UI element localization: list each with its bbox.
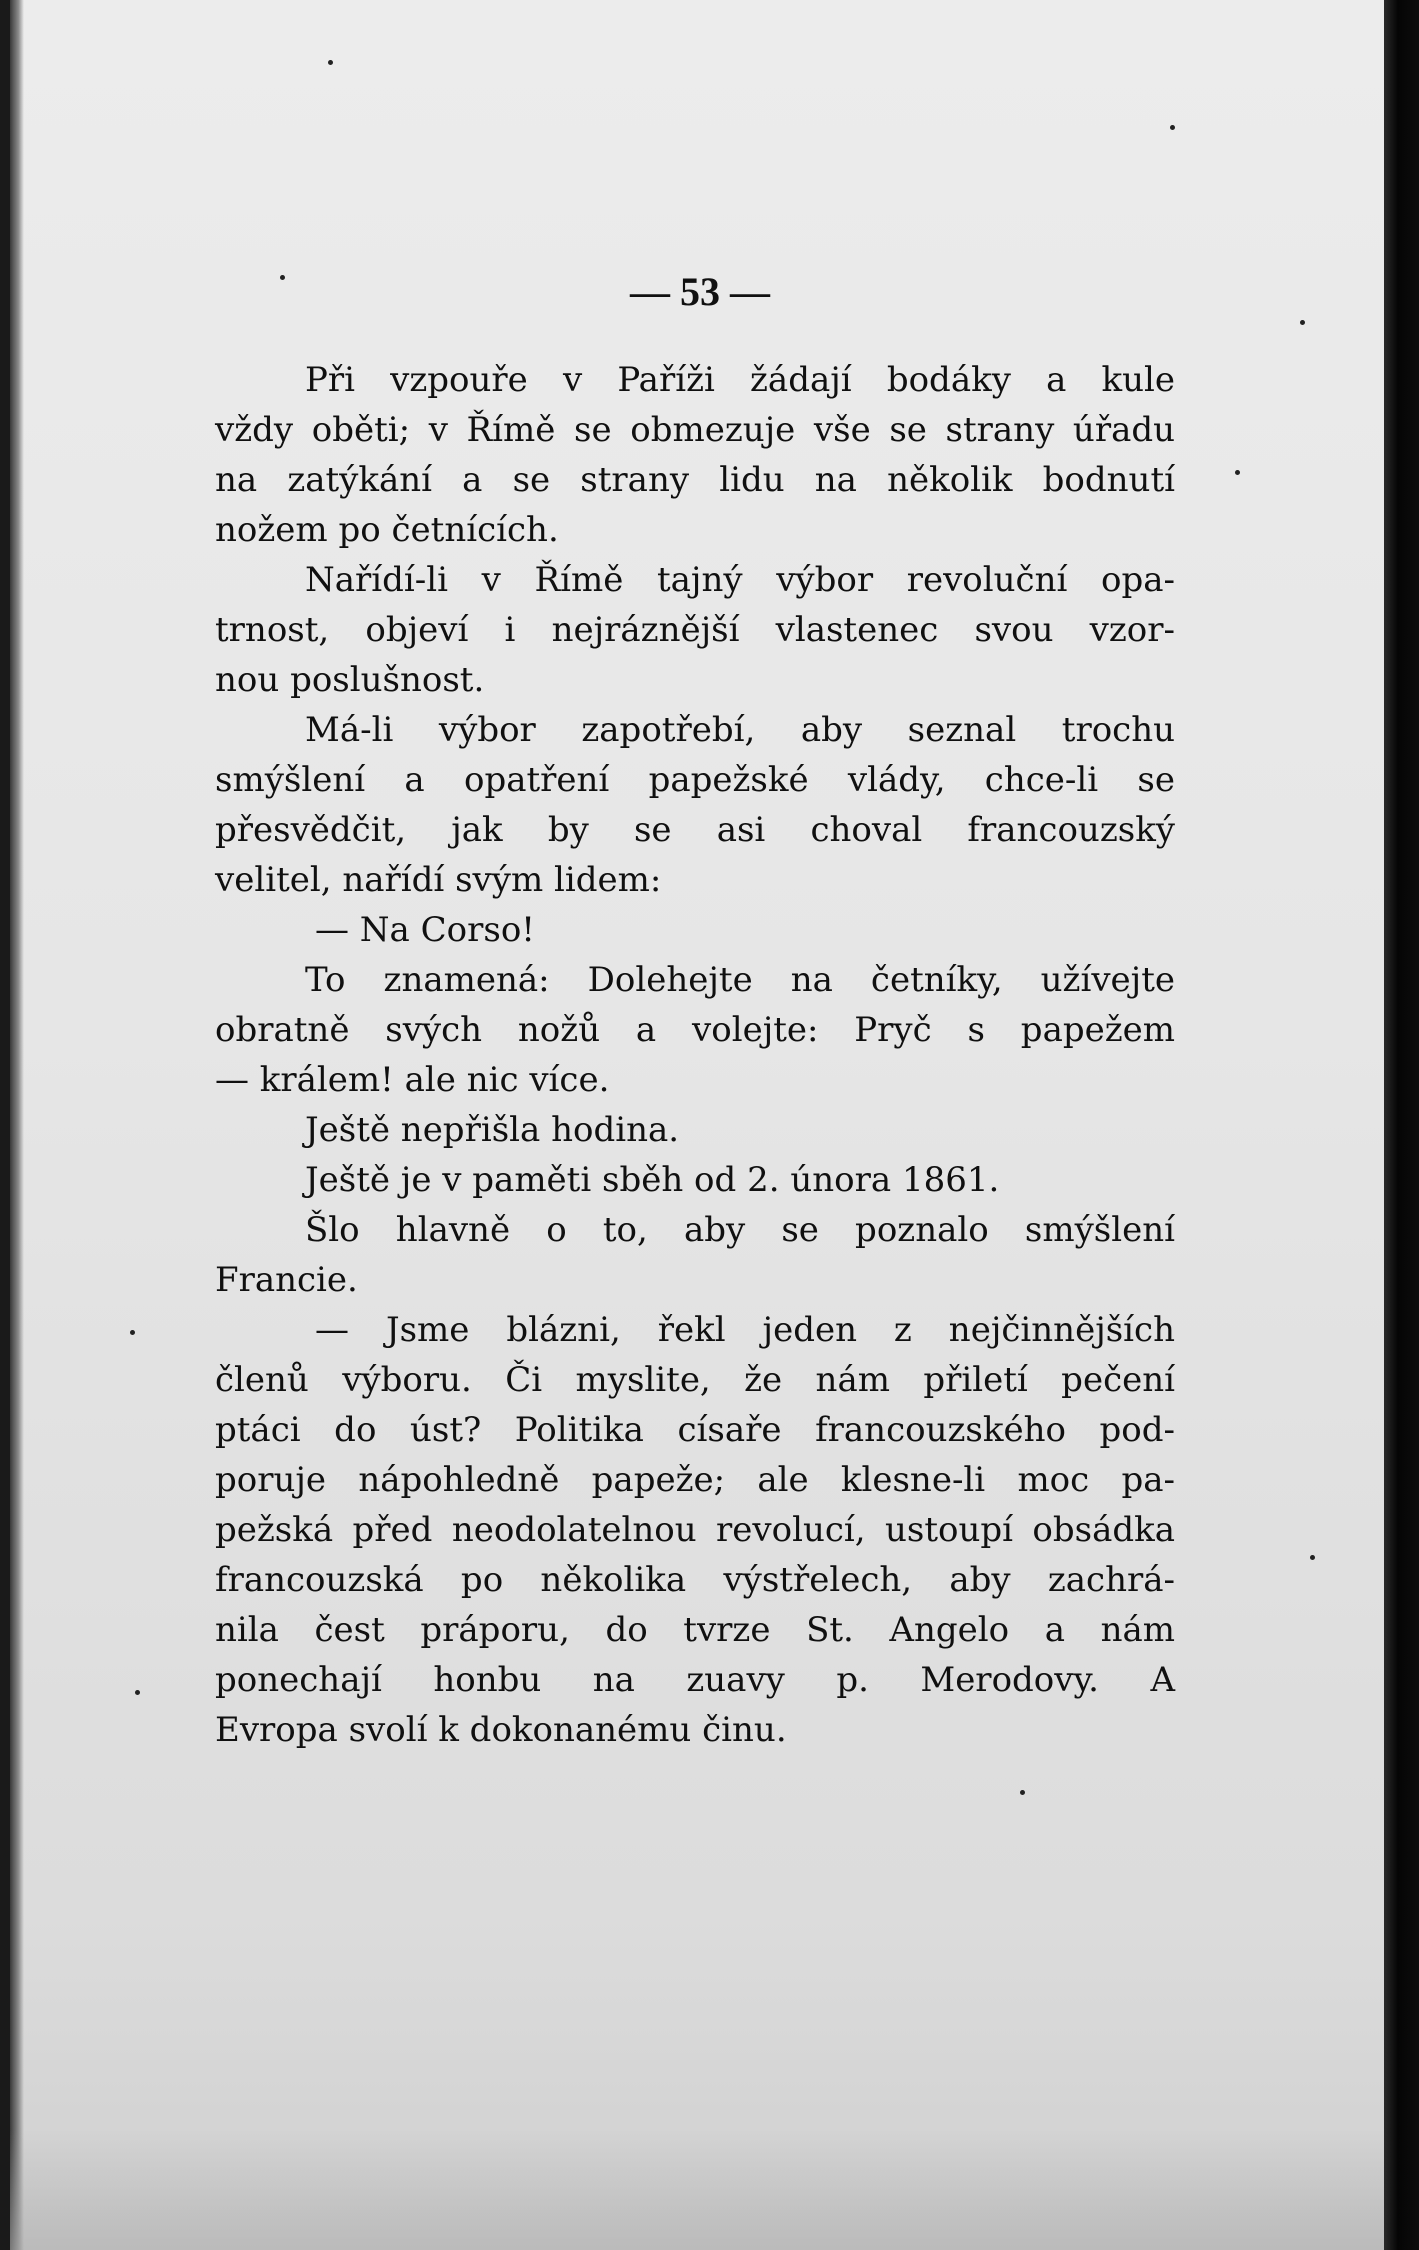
text-line: přesvědčit, jak by se asi choval francouzský	[215, 810, 1175, 850]
body-text	[215, 355, 1175, 1755]
print-speck	[1170, 125, 1175, 130]
text-line: To znamená: Dolehejte na četníky, užívejte	[305, 960, 1175, 1000]
page-bottom-shade	[10, 2130, 1384, 2250]
page-number: — 53 —	[630, 269, 770, 314]
text-line: pežská před neodolatelnou revolucí, ustoupí obsádka	[215, 1510, 1175, 1550]
text-line: smýšlení a opatření papežské vlády, chce-li se	[215, 760, 1175, 800]
text-line: francouzská po několika výstřelech, aby zachrá-	[215, 1560, 1175, 1600]
text-line: ponechají honbu na zuavy p. Merodovy. A	[215, 1660, 1175, 1700]
print-speck	[135, 1690, 140, 1695]
text-line: nožem po četnících.	[215, 510, 559, 550]
print-speck	[1235, 470, 1240, 475]
text-line: — Jsme blázni, řekl jeden z nejčinnějších	[315, 1310, 1175, 1350]
page-gutter-shadow	[10, 0, 24, 2250]
text-line: Má-li výbor zapotřebí, aby seznal trochu	[305, 710, 1175, 750]
text-line: na zatýkání a se strany lidu na několik bodnutí	[215, 460, 1175, 500]
scan-border	[1384, 0, 1419, 2250]
text-line: Ještě nepřišla hodina.	[305, 1110, 680, 1150]
book-page	[10, 0, 1384, 2250]
text-line: nila čest práporu, do tvrze St. Angelo a nám	[215, 1610, 1175, 1650]
print-speck	[1300, 320, 1305, 325]
text-line: velitel, nařídí svým lidem:	[215, 860, 662, 900]
text-line: Francie.	[215, 1260, 358, 1300]
text-line: Ještě je v paměti sběh od 2. února 1861.	[305, 1160, 1000, 1200]
text-line: — Na Corso!	[315, 910, 535, 950]
print-speck	[328, 60, 333, 65]
text-line: Šlo hlavně o to, aby se poznalo smýšlení	[305, 1210, 1175, 1250]
text-line: nou poslušnost.	[215, 660, 485, 700]
text-line: Při vzpouře v Paříži žádají bodáky a kule	[305, 360, 1175, 400]
text-line: Evropa svolí k dokonanému činu.	[215, 1710, 787, 1750]
text-line: — králem! ale nic více.	[215, 1060, 610, 1100]
print-speck	[1310, 1555, 1315, 1560]
print-speck	[130, 1330, 135, 1335]
text-line: obratně svých nožů a volejte: Pryč s papežem	[215, 1010, 1175, 1050]
text-line: členů výboru. Či myslite, že nám přiletí pečení	[215, 1360, 1175, 1400]
text-line: ptáci do úst? Politika císaře francouzského pod-	[215, 1410, 1175, 1450]
text-line: trnost, objeví i nejráznější vlastenec svou vzor-	[215, 610, 1175, 650]
print-speck	[1020, 1790, 1025, 1795]
text-line: vždy oběti; v Římě se obmezuje vše se strany úřadu	[215, 410, 1175, 450]
text-line: Nařídí-li v Římě tajný výbor revoluční opa-	[305, 560, 1175, 600]
text-line: poruje nápohledně papeže; ale klesne-li moc pa-	[215, 1460, 1175, 1500]
